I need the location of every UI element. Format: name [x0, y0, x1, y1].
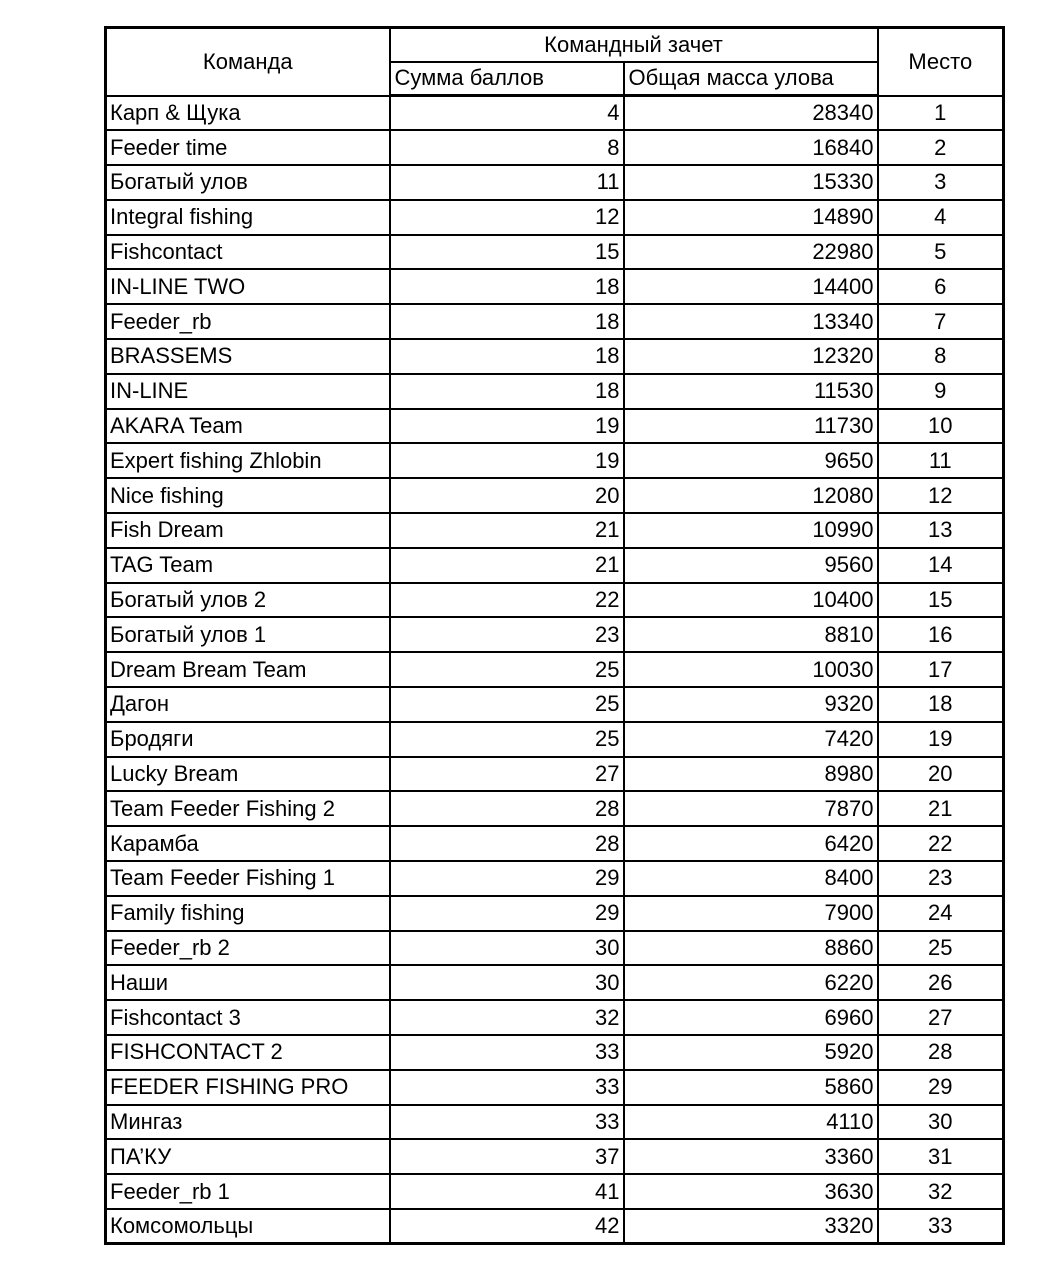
points-sum-cell: 32	[390, 1000, 624, 1035]
catch-mass-cell: 9560	[624, 548, 878, 583]
place-cell: 11	[878, 443, 1004, 478]
place-cell: 32	[878, 1174, 1004, 1209]
place-cell: 3	[878, 165, 1004, 200]
team-name-cell: Nice fishing	[106, 478, 390, 513]
team-name-cell: Бродяги	[106, 722, 390, 757]
table-row	[106, 1209, 1004, 1244]
points-sum-cell: 19	[390, 409, 624, 444]
team-name-cell: Expert fishing Zhlobin	[106, 443, 390, 478]
table-row	[106, 200, 1004, 235]
points-sum-cell: 25	[390, 687, 624, 722]
place-cell: 26	[878, 965, 1004, 1000]
team-name-cell: BRASSEMS	[106, 339, 390, 374]
team-name-cell: Feeder time	[106, 130, 390, 165]
catch-mass-cell: 7900	[624, 896, 878, 931]
catch-mass-cell: 22980	[624, 235, 878, 270]
table-row	[106, 478, 1004, 513]
table-row	[106, 652, 1004, 687]
points-sum-cell: 41	[390, 1174, 624, 1209]
team-name-cell: Богатый улов	[106, 165, 390, 200]
points-sum-cell: 15	[390, 235, 624, 270]
team-name-cell: IN-LINE	[106, 374, 390, 409]
table-row	[106, 896, 1004, 931]
team-name-cell: IN-LINE TWO	[106, 269, 390, 304]
catch-mass-cell: 14400	[624, 269, 878, 304]
catch-mass-cell: 12080	[624, 478, 878, 513]
catch-mass-cell: 3630	[624, 1174, 878, 1209]
place-cell: 25	[878, 931, 1004, 966]
points-sum-cell: 11	[390, 165, 624, 200]
points-sum-cell: 33	[390, 1035, 624, 1070]
team-name-cell: Lucky Bream	[106, 757, 390, 792]
place-cell: 24	[878, 896, 1004, 931]
catch-mass-cell: 5860	[624, 1070, 878, 1105]
points-sum-cell: 18	[390, 374, 624, 409]
team-name-cell: Наши	[106, 965, 390, 1000]
catch-mass-cell: 3360	[624, 1139, 878, 1174]
catch-mass-cell: 3320	[624, 1209, 878, 1244]
place-cell: 7	[878, 304, 1004, 339]
place-cell: 8	[878, 339, 1004, 374]
catch-mass-cell: 9650	[624, 443, 878, 478]
team-column-header: Команда	[106, 28, 390, 96]
table-row	[106, 722, 1004, 757]
points-sum-cell: 28	[390, 791, 624, 826]
catch-mass-cell: 8980	[624, 757, 878, 792]
catch-mass-cell: 7870	[624, 791, 878, 826]
team-name-cell: Мингаз	[106, 1105, 390, 1140]
team-name-cell: Feeder_rb	[106, 304, 390, 339]
team-name-cell: Dream Bream Team	[106, 652, 390, 687]
table-row	[106, 1070, 1004, 1105]
points-sum-cell: 18	[390, 269, 624, 304]
points-sum-cell: 25	[390, 652, 624, 687]
place-cell: 30	[878, 1105, 1004, 1140]
place-cell: 28	[878, 1035, 1004, 1070]
team-name-cell: FEEDER FISHING PRO	[106, 1070, 390, 1105]
table-row	[106, 339, 1004, 374]
place-cell: 23	[878, 861, 1004, 896]
table-row	[106, 269, 1004, 304]
team-name-cell: Team Feeder Fishing 1	[106, 861, 390, 896]
table-header	[106, 28, 1004, 96]
place-cell: 2	[878, 130, 1004, 165]
table-row	[106, 548, 1004, 583]
place-cell: 6	[878, 269, 1004, 304]
points-sum-cell: 37	[390, 1139, 624, 1174]
table-body	[106, 96, 1004, 1244]
catch-mass-cell: 9320	[624, 687, 878, 722]
table-row	[106, 1174, 1004, 1209]
points-sum-cell: 18	[390, 339, 624, 374]
catch-mass-cell: 14890	[624, 200, 878, 235]
catch-mass-cell: 6960	[624, 1000, 878, 1035]
table-row	[106, 965, 1004, 1000]
catch-mass-cell: 12320	[624, 339, 878, 374]
catch-mass-cell: 10030	[624, 652, 878, 687]
catch-mass-cell: 16840	[624, 130, 878, 165]
catch-mass-cell: 7420	[624, 722, 878, 757]
table-row	[106, 826, 1004, 861]
place-cell: 10	[878, 409, 1004, 444]
points-sum-column-header: Сумма баллов	[390, 62, 624, 96]
table-row	[106, 1139, 1004, 1174]
catch-mass-cell: 15330	[624, 165, 878, 200]
place-cell: 5	[878, 235, 1004, 270]
points-sum-cell: 21	[390, 513, 624, 548]
table-row	[106, 1105, 1004, 1140]
table-row	[106, 374, 1004, 409]
place-cell: 1	[878, 96, 1004, 131]
place-cell: 29	[878, 1070, 1004, 1105]
team-name-cell: Богатый улов 1	[106, 617, 390, 652]
team-name-cell: Fishcontact 3	[106, 1000, 390, 1035]
team-name-cell: Feeder_rb 1	[106, 1174, 390, 1209]
place-cell: 12	[878, 478, 1004, 513]
place-cell: 27	[878, 1000, 1004, 1035]
catch-mass-cell: 8810	[624, 617, 878, 652]
place-cell: 14	[878, 548, 1004, 583]
place-cell: 9	[878, 374, 1004, 409]
catch-mass-cell: 8400	[624, 861, 878, 896]
points-sum-cell: 33	[390, 1105, 624, 1140]
table-row	[106, 931, 1004, 966]
team-name-cell: Комсомольцы	[106, 1209, 390, 1244]
points-sum-cell: 18	[390, 304, 624, 339]
team-name-cell: Fish Dream	[106, 513, 390, 548]
table-row	[106, 583, 1004, 618]
table-row	[106, 757, 1004, 792]
table-row	[106, 1035, 1004, 1070]
table-row	[106, 687, 1004, 722]
points-sum-cell: 33	[390, 1070, 624, 1105]
table-row	[106, 791, 1004, 826]
place-cell: 19	[878, 722, 1004, 757]
results-table	[104, 26, 1005, 1245]
team-name-cell: AKARA Team	[106, 409, 390, 444]
table-row	[106, 165, 1004, 200]
table-row	[106, 130, 1004, 165]
place-column-header: Место	[878, 28, 1004, 96]
place-cell: 18	[878, 687, 1004, 722]
team-name-cell: FISHCONTACT 2	[106, 1035, 390, 1070]
table-row	[106, 861, 1004, 896]
points-sum-cell: 27	[390, 757, 624, 792]
points-sum-cell: 21	[390, 548, 624, 583]
table-row	[106, 513, 1004, 548]
team-name-cell: Карамба	[106, 826, 390, 861]
catch-mass-cell: 6220	[624, 965, 878, 1000]
place-cell: 13	[878, 513, 1004, 548]
points-sum-cell: 25	[390, 722, 624, 757]
place-cell: 20	[878, 757, 1004, 792]
team-name-cell: Богатый улов 2	[106, 583, 390, 618]
table-row	[106, 409, 1004, 444]
table-row	[106, 96, 1004, 131]
points-sum-cell: 29	[390, 861, 624, 896]
points-sum-cell: 22	[390, 583, 624, 618]
points-sum-cell: 28	[390, 826, 624, 861]
place-cell: 17	[878, 652, 1004, 687]
place-cell: 4	[878, 200, 1004, 235]
catch-mass-cell: 6420	[624, 826, 878, 861]
place-cell: 21	[878, 791, 1004, 826]
table-row	[106, 617, 1004, 652]
table-row	[106, 1000, 1004, 1035]
team-name-cell: ПА’КУ	[106, 1139, 390, 1174]
catch-mass-cell: 8860	[624, 931, 878, 966]
team-name-cell: Feeder_rb 2	[106, 931, 390, 966]
points-sum-cell: 30	[390, 931, 624, 966]
points-sum-cell: 4	[390, 96, 624, 131]
catch-mass-cell: 10400	[624, 583, 878, 618]
points-sum-cell: 8	[390, 130, 624, 165]
team-name-cell: Карп & Щука	[106, 96, 390, 131]
team-name-cell: Дагон	[106, 687, 390, 722]
team-name-cell: Integral fishing	[106, 200, 390, 235]
catch-mass-column-header: Общая масса улова	[624, 62, 878, 96]
place-cell: 22	[878, 826, 1004, 861]
catch-mass-cell: 13340	[624, 304, 878, 339]
team-standings-group-header: Командный зачет	[390, 28, 878, 62]
place-cell: 16	[878, 617, 1004, 652]
place-cell: 15	[878, 583, 1004, 618]
team-name-cell: Fishcontact	[106, 235, 390, 270]
header-row	[106, 28, 1004, 62]
team-name-cell: TAG Team	[106, 548, 390, 583]
table-row	[106, 443, 1004, 478]
points-sum-cell: 20	[390, 478, 624, 513]
points-sum-cell: 29	[390, 896, 624, 931]
catch-mass-cell: 5920	[624, 1035, 878, 1070]
points-sum-cell: 30	[390, 965, 624, 1000]
place-cell: 31	[878, 1139, 1004, 1174]
catch-mass-cell: 11530	[624, 374, 878, 409]
points-sum-cell: 12	[390, 200, 624, 235]
points-sum-cell: 42	[390, 1209, 624, 1244]
catch-mass-cell: 11730	[624, 409, 878, 444]
team-name-cell: Team Feeder Fishing 2	[106, 791, 390, 826]
catch-mass-cell: 10990	[624, 513, 878, 548]
catch-mass-cell: 28340	[624, 96, 878, 131]
table-row	[106, 235, 1004, 270]
catch-mass-cell: 4110	[624, 1105, 878, 1140]
points-sum-cell: 23	[390, 617, 624, 652]
points-sum-cell: 19	[390, 443, 624, 478]
place-cell: 33	[878, 1209, 1004, 1244]
team-name-cell: Family fishing	[106, 896, 390, 931]
table-row	[106, 304, 1004, 339]
